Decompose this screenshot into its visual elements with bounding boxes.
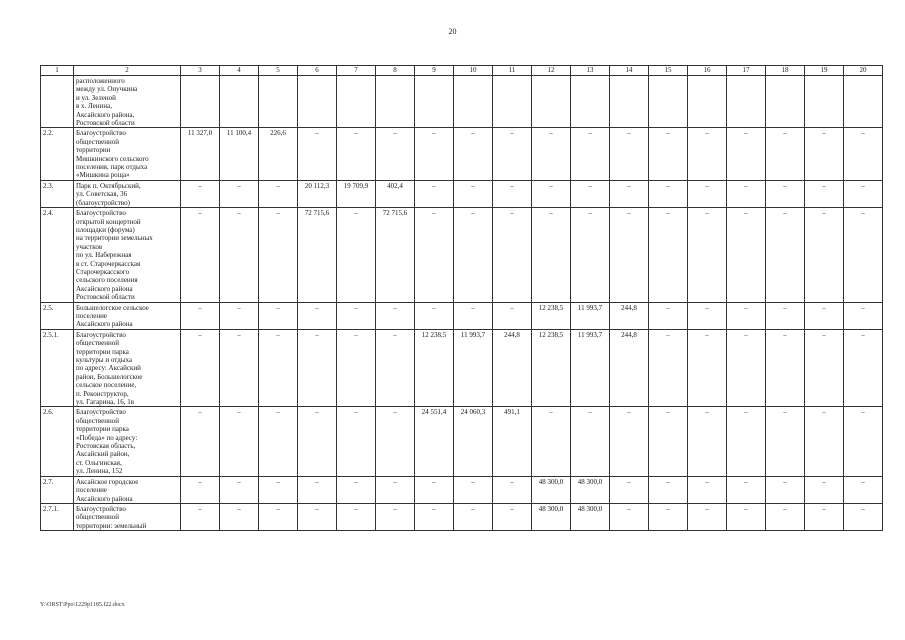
value-cell: –: [415, 476, 454, 503]
row-name: Благоустройство общественной территории парка культуры и отдыха по адресу: Аксайский район, Большелогское сельское поселение, п. Реконструктор, ул. Гагарина, 16, 1в: [74, 329, 181, 407]
value-cell: 11 993,7: [571, 329, 610, 407]
value-cell: [688, 76, 727, 128]
column-header: 15: [649, 66, 688, 76]
value-cell: [493, 76, 532, 128]
value-cell: –: [610, 476, 649, 503]
value-cell: 20 112,3: [298, 180, 337, 207]
value-cell: –: [844, 476, 883, 503]
value-cell: –: [727, 180, 766, 207]
value-cell: [181, 76, 220, 128]
value-cell: –: [649, 180, 688, 207]
value-cell: [298, 76, 337, 128]
value-cell: –: [805, 329, 844, 407]
value-cell: –: [220, 329, 259, 407]
value-cell: –: [337, 476, 376, 503]
value-cell: –: [454, 208, 493, 302]
value-cell: –: [298, 128, 337, 180]
value-cell: [727, 76, 766, 128]
value-cell: –: [571, 407, 610, 476]
value-cell: –: [610, 128, 649, 180]
value-cell: –: [415, 128, 454, 180]
value-cell: –: [688, 407, 727, 476]
value-cell: –: [181, 503, 220, 530]
value-cell: 24 551,4: [415, 407, 454, 476]
column-header: 14: [610, 66, 649, 76]
value-cell: –: [610, 208, 649, 302]
value-cell: –: [259, 208, 298, 302]
value-cell: –: [688, 329, 727, 407]
value-cell: –: [649, 208, 688, 302]
value-cell: [805, 76, 844, 128]
value-cell: –: [376, 302, 415, 329]
row-name: Благоустройство открытой концертной площадки (форума) на территории земельных участков по ул. Набережная в ст. Старочеркасская Старочеркасского сельского поселения Аксайского района Ростовской области: [74, 208, 181, 302]
value-cell: 12 238,5: [532, 329, 571, 407]
value-cell: –: [376, 329, 415, 407]
value-cell: –: [688, 208, 727, 302]
value-cell: –: [727, 476, 766, 503]
row-number: 2.6.: [41, 407, 74, 476]
value-cell: 12 238,5: [415, 329, 454, 407]
value-cell: 12 238,5: [532, 302, 571, 329]
value-cell: –: [571, 180, 610, 207]
column-header: 18: [766, 66, 805, 76]
value-cell: –: [766, 329, 805, 407]
value-cell: –: [376, 407, 415, 476]
value-cell: –: [493, 476, 532, 503]
value-cell: –: [805, 180, 844, 207]
value-cell: –: [532, 407, 571, 476]
value-cell: –: [688, 503, 727, 530]
column-header: 20: [844, 66, 883, 76]
row-number: 2.7.1.: [41, 503, 74, 530]
value-cell: –: [688, 476, 727, 503]
value-cell: –: [337, 128, 376, 180]
value-cell: –: [259, 476, 298, 503]
column-header: 9: [415, 66, 454, 76]
value-cell: –: [415, 503, 454, 530]
value-cell: –: [181, 476, 220, 503]
value-cell: 244,8: [493, 329, 532, 407]
value-cell: –: [766, 503, 805, 530]
value-cell: –: [493, 503, 532, 530]
value-cell: –: [415, 302, 454, 329]
value-cell: –: [220, 208, 259, 302]
value-cell: [532, 76, 571, 128]
table-row: [41, 128, 883, 180]
value-cell: –: [727, 329, 766, 407]
value-cell: –: [298, 503, 337, 530]
value-cell: –: [766, 302, 805, 329]
value-cell: –: [649, 128, 688, 180]
page-number: 20: [448, 27, 457, 36]
row-number: 2.7.: [41, 476, 74, 503]
program-table: [40, 65, 883, 531]
value-cell: –: [844, 407, 883, 476]
value-cell: [376, 76, 415, 128]
value-cell: 72 715,6: [376, 208, 415, 302]
value-cell: 72 715,6: [298, 208, 337, 302]
column-header: 1: [41, 66, 74, 76]
value-cell: 244,8: [610, 302, 649, 329]
value-cell: –: [220, 180, 259, 207]
value-cell: [610, 76, 649, 128]
value-cell: –: [454, 302, 493, 329]
value-cell: –: [337, 407, 376, 476]
row-number: 2.3.: [41, 180, 74, 207]
value-cell: –: [805, 208, 844, 302]
value-cell: –: [337, 503, 376, 530]
value-cell: –: [610, 503, 649, 530]
value-cell: [454, 76, 493, 128]
value-cell: –: [493, 302, 532, 329]
column-header: 17: [727, 66, 766, 76]
column-header: 7: [337, 66, 376, 76]
value-cell: 48 300,0: [571, 476, 610, 503]
row-number: 2.5.: [41, 302, 74, 329]
value-cell: –: [688, 128, 727, 180]
table-row: [41, 503, 883, 530]
value-cell: –: [532, 128, 571, 180]
column-header: 4: [220, 66, 259, 76]
value-cell: [415, 76, 454, 128]
value-cell: –: [844, 180, 883, 207]
value-cell: –: [220, 503, 259, 530]
value-cell: –: [337, 329, 376, 407]
value-cell: –: [844, 302, 883, 329]
value-cell: –: [727, 503, 766, 530]
row-name: Большелогское сельское поселение Аксайского района: [74, 302, 181, 329]
value-cell: –: [454, 503, 493, 530]
row-number: 2.5.1.: [41, 329, 74, 407]
value-cell: –: [844, 128, 883, 180]
value-cell: –: [532, 180, 571, 207]
file-path-footer: Y:\ORST\Ppo\1229p1185.f22.docx: [40, 602, 125, 608]
column-header: 3: [181, 66, 220, 76]
row-name: расположенного между ул. Онучкина и ул. Зеленой в х. Ленина, Аксайского района, Ростовской области: [74, 76, 181, 128]
table-row: [41, 476, 883, 503]
value-cell: –: [688, 302, 727, 329]
value-cell: –: [649, 302, 688, 329]
value-cell: –: [376, 503, 415, 530]
value-cell: –: [376, 128, 415, 180]
value-cell: –: [805, 407, 844, 476]
value-cell: –: [766, 476, 805, 503]
value-cell: –: [454, 128, 493, 180]
value-cell: –: [844, 329, 883, 407]
value-cell: –: [649, 476, 688, 503]
value-cell: 402,4: [376, 180, 415, 207]
value-cell: –: [649, 329, 688, 407]
value-cell: –: [571, 208, 610, 302]
value-cell: –: [181, 208, 220, 302]
row-number: 2.2.: [41, 128, 74, 180]
value-cell: –: [298, 476, 337, 503]
column-number-row: [41, 66, 883, 76]
table-row: [41, 407, 883, 476]
column-header: 16: [688, 66, 727, 76]
value-cell: –: [805, 476, 844, 503]
column-header: 19: [805, 66, 844, 76]
value-cell: 24 060,3: [454, 407, 493, 476]
value-cell: 48 300,0: [532, 476, 571, 503]
value-cell: –: [181, 302, 220, 329]
value-cell: [571, 76, 610, 128]
value-cell: [766, 76, 805, 128]
value-cell: –: [415, 180, 454, 207]
column-header: 12: [532, 66, 571, 76]
value-cell: 48 300,0: [532, 503, 571, 530]
value-cell: –: [493, 128, 532, 180]
value-cell: –: [727, 302, 766, 329]
value-cell: –: [844, 503, 883, 530]
value-cell: 11 993,7: [454, 329, 493, 407]
value-cell: –: [649, 503, 688, 530]
column-header: 11: [493, 66, 532, 76]
row-name: Благоустройство общественной территории парка «Победа» по адресу: Ростовская область, Аксайский район, ст. Ольгинская, ул. Ленина, 152: [74, 407, 181, 476]
table-row: [41, 76, 883, 128]
column-header: 6: [298, 66, 337, 76]
value-cell: –: [298, 329, 337, 407]
value-cell: –: [844, 208, 883, 302]
row-name: Благоустройство общественной территории Мишкинского сельского поселения, парк отдыха «Мишкина роща»: [74, 128, 181, 180]
column-header: 5: [259, 66, 298, 76]
value-cell: –: [259, 503, 298, 530]
value-cell: –: [376, 476, 415, 503]
value-cell: –: [727, 208, 766, 302]
value-cell: –: [337, 208, 376, 302]
value-cell: –: [805, 128, 844, 180]
value-cell: –: [454, 476, 493, 503]
value-cell: –: [766, 180, 805, 207]
value-cell: –: [259, 407, 298, 476]
value-cell: –: [259, 329, 298, 407]
value-cell: [337, 76, 376, 128]
value-cell: 244,8: [610, 329, 649, 407]
value-cell: 11 993,7: [571, 302, 610, 329]
value-cell: –: [649, 407, 688, 476]
value-cell: –: [727, 128, 766, 180]
value-cell: –: [337, 302, 376, 329]
value-cell: 48 300,0: [571, 503, 610, 530]
value-cell: –: [181, 407, 220, 476]
row-number: [41, 76, 74, 128]
column-header: 2: [74, 66, 181, 76]
value-cell: –: [454, 180, 493, 207]
table-row: [41, 208, 883, 302]
value-cell: –: [610, 407, 649, 476]
value-cell: [844, 76, 883, 128]
table-row: [41, 180, 883, 207]
value-cell: –: [220, 302, 259, 329]
value-cell: [649, 76, 688, 128]
value-cell: –: [727, 407, 766, 476]
row-name: Аксайское городское поселение Аксайского района: [74, 476, 181, 503]
value-cell: [259, 76, 298, 128]
value-cell: –: [805, 503, 844, 530]
value-cell: [220, 76, 259, 128]
value-cell: –: [493, 180, 532, 207]
value-cell: –: [493, 208, 532, 302]
row-name: Благоустройство общественной территории: земельный: [74, 503, 181, 530]
row-name: Парк п. Октябрьский, ул. Советская, 36 (благоустройство): [74, 180, 181, 207]
value-cell: –: [532, 208, 571, 302]
value-cell: 11 327,0: [181, 128, 220, 180]
value-cell: –: [220, 476, 259, 503]
column-header: 8: [376, 66, 415, 76]
column-header: 13: [571, 66, 610, 76]
value-cell: –: [298, 302, 337, 329]
value-cell: –: [610, 180, 649, 207]
value-cell: 226,6: [259, 128, 298, 180]
value-cell: 491,1: [493, 407, 532, 476]
value-cell: 19 709,9: [337, 180, 376, 207]
value-cell: –: [571, 128, 610, 180]
value-cell: –: [181, 180, 220, 207]
value-cell: –: [766, 208, 805, 302]
table-row: [41, 329, 883, 407]
value-cell: –: [805, 302, 844, 329]
table-row: [41, 302, 883, 329]
value-cell: –: [181, 329, 220, 407]
value-cell: –: [259, 180, 298, 207]
value-cell: –: [298, 407, 337, 476]
value-cell: 11 100,4: [220, 128, 259, 180]
value-cell: –: [688, 180, 727, 207]
value-cell: –: [415, 208, 454, 302]
value-cell: –: [220, 407, 259, 476]
column-header: 10: [454, 66, 493, 76]
row-number: 2.4.: [41, 208, 74, 302]
value-cell: –: [766, 407, 805, 476]
value-cell: –: [259, 302, 298, 329]
value-cell: –: [766, 128, 805, 180]
